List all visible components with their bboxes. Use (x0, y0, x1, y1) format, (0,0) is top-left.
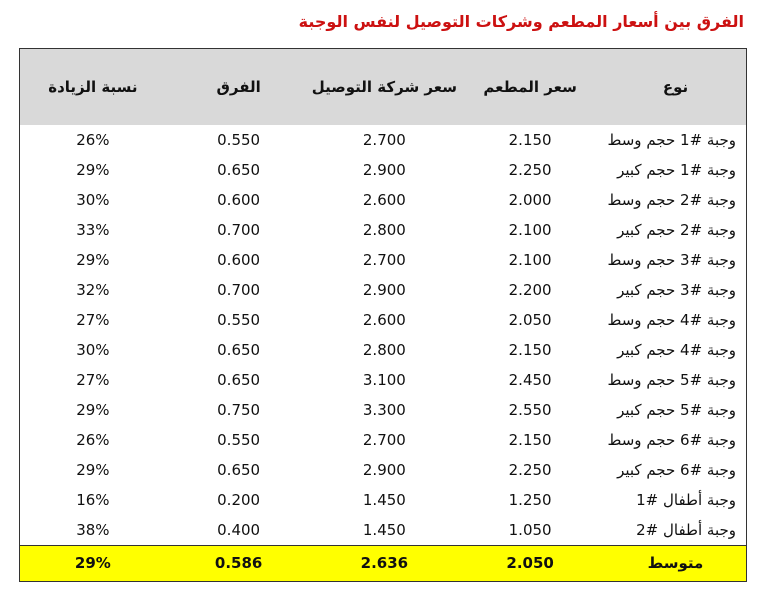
cell-delivery-price: 2.900 (362, 281, 406, 299)
cell-delivery-price: 3.100 (362, 371, 406, 389)
cell-delivery-price: 1.450 (362, 520, 406, 539)
table-row (20, 305, 747, 335)
cell-type: وجبة #5 حجم وسط (607, 371, 736, 389)
cell-type: وجبة #4 حجم وسط (607, 311, 736, 329)
cell-restaurant-price: 2.150 (508, 341, 552, 359)
cell-difference: 0.700 (217, 221, 261, 239)
page-title: الفرق بين أسعار المطعم وشركات التوصيل لنفس الوجبة (298, 12, 744, 31)
cell-increase-pct: 33% (76, 221, 110, 239)
cell-increase-pct: 30% (76, 341, 110, 359)
average-increase-pct: 29% (20, 545, 166, 581)
cell-type: وجبة #1 حجم وسط (607, 131, 736, 149)
table-row (20, 155, 747, 185)
cell-increase-pct: 29% (76, 401, 110, 419)
average-delivery-price: 2.636 (312, 545, 458, 581)
header-difference: الفرق (216, 78, 261, 96)
cell-type: وجبة #3 حجم وسط (607, 251, 736, 269)
cell-difference: 0.600 (217, 251, 261, 269)
cell-restaurant-price: 2.450 (508, 371, 552, 389)
table-row (20, 245, 747, 275)
table-row (20, 485, 747, 515)
cell-increase-pct: 27% (76, 371, 110, 389)
table-row (20, 275, 747, 305)
price-comparison-table (20, 49, 747, 581)
cell-type: وجبة #2 حجم كبير (617, 221, 736, 239)
average-difference: 0.586 (166, 545, 312, 581)
header-type: نوع (662, 78, 689, 96)
cell-delivery-price: 2.700 (362, 431, 406, 449)
cell-increase-pct: 30% (76, 191, 110, 209)
table-row (20, 365, 747, 395)
cell-increase-pct: 38% (76, 520, 110, 539)
cell-difference: 0.650 (217, 341, 261, 359)
cell-difference: 0.650 (217, 161, 261, 179)
cell-type: وجبة #3 حجم كبير (617, 281, 736, 299)
cell-delivery-price: 2.800 (362, 221, 406, 239)
table-row (20, 335, 747, 365)
cell-increase-pct: 29% (76, 251, 110, 269)
table-row (20, 125, 747, 155)
cell-increase-pct: 26% (76, 431, 110, 449)
cell-difference: 0.200 (217, 491, 261, 509)
cell-difference: 0.550 (217, 431, 261, 449)
cell-delivery-price: 3.300 (362, 401, 406, 419)
table-row (20, 185, 747, 215)
cell-delivery-price: 2.900 (362, 461, 406, 479)
table-row (20, 455, 747, 485)
cell-delivery-price: 2.600 (362, 191, 406, 209)
cell-difference: 0.600 (217, 191, 261, 209)
cell-restaurant-price: 2.150 (508, 131, 552, 149)
cell-delivery-price: 2.900 (362, 161, 406, 179)
table-row (20, 425, 747, 455)
cell-difference: 0.700 (217, 281, 261, 299)
cell-delivery-price: 1.450 (362, 491, 406, 509)
cell-restaurant-price: 2.250 (508, 461, 552, 479)
cell-restaurant-price: 2.100 (508, 221, 552, 239)
cell-type: وجبة #2 حجم وسط (607, 191, 736, 209)
cell-restaurant-price: 2.550 (508, 401, 552, 419)
cell-delivery-price: 2.700 (362, 131, 406, 149)
cell-delivery-price: 2.600 (362, 311, 406, 329)
cell-difference: 0.650 (217, 371, 261, 389)
cell-type: وجبة أطفال #1 (636, 491, 736, 509)
average-row (20, 545, 747, 581)
header-increase-pct: نسبة الزيادة (48, 78, 138, 96)
cell-restaurant-price: 2.200 (508, 281, 552, 299)
cell-restaurant-price: 1.050 (508, 520, 552, 539)
cell-increase-pct: 32% (76, 281, 110, 299)
cell-type: وجبة أطفال #2 (636, 520, 736, 539)
cell-restaurant-price: 2.000 (508, 191, 552, 209)
cell-increase-pct: 27% (76, 311, 110, 329)
average-restaurant-price: 2.050 (457, 545, 603, 581)
cell-difference: 0.550 (217, 311, 261, 329)
cell-increase-pct: 29% (76, 461, 110, 479)
cell-restaurant-price: 1.250 (508, 491, 552, 509)
table-row (20, 215, 747, 245)
header-restaurant-price: سعر المطعم (483, 78, 577, 96)
table-header-row (20, 49, 747, 125)
header-delivery-price: سعر شركة التوصيل (311, 78, 457, 96)
cell-restaurant-price: 2.150 (508, 431, 552, 449)
cell-type: وجبة #1 حجم كبير (617, 161, 736, 179)
cell-difference: 0.400 (217, 520, 261, 539)
cell-delivery-price: 2.700 (362, 251, 406, 269)
cell-increase-pct: 16% (76, 491, 110, 509)
cell-restaurant-price: 2.050 (508, 311, 552, 329)
table-row (20, 515, 747, 545)
price-comparison-table-frame (19, 48, 747, 582)
cell-difference: 0.750 (217, 401, 261, 419)
cell-restaurant-price: 2.100 (508, 251, 552, 269)
cell-increase-pct: 26% (76, 131, 110, 149)
cell-restaurant-price: 2.250 (508, 161, 552, 179)
average-label: متوسط (603, 545, 747, 581)
cell-difference: 0.550 (217, 131, 261, 149)
cell-type: وجبة #6 حجم كبير (617, 461, 736, 479)
cell-type: وجبة #6 حجم وسط (607, 431, 736, 449)
cell-delivery-price: 2.800 (362, 341, 406, 359)
cell-type: وجبة #5 حجم كبير (617, 401, 736, 419)
cell-increase-pct: 29% (76, 161, 110, 179)
cell-type: وجبة #4 حجم كبير (617, 341, 736, 359)
cell-difference: 0.650 (217, 461, 261, 479)
table-row (20, 395, 747, 425)
